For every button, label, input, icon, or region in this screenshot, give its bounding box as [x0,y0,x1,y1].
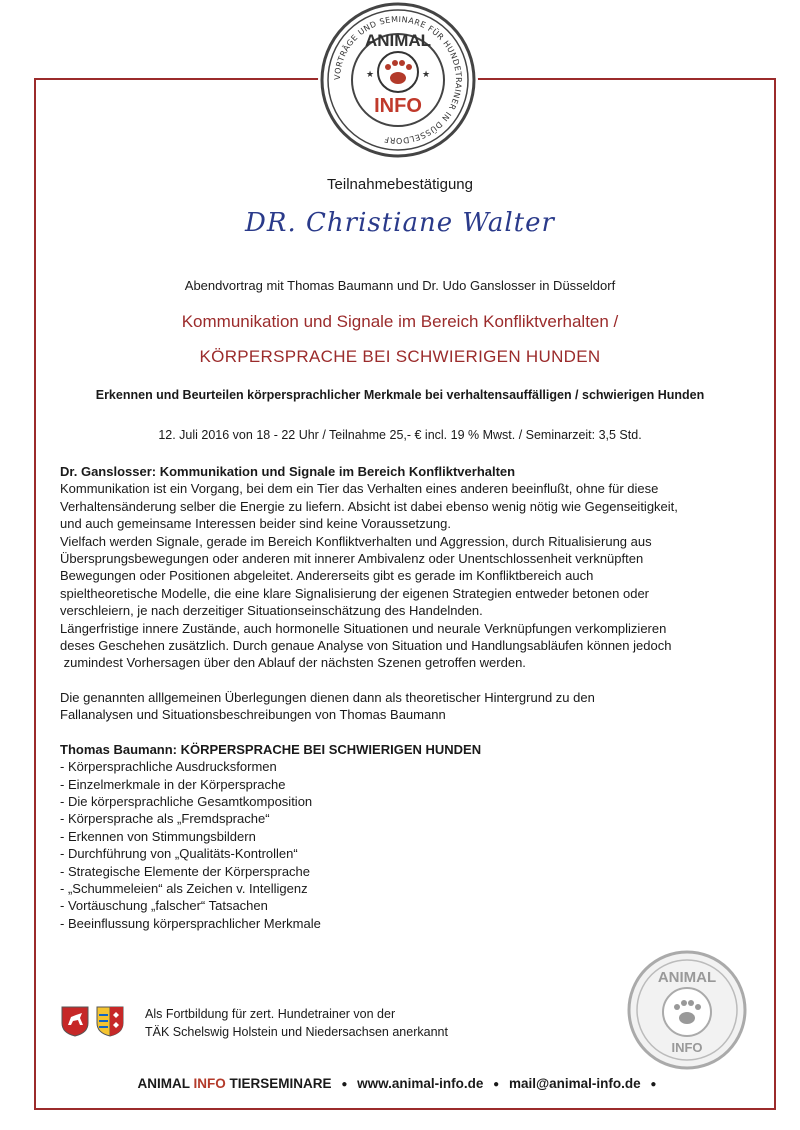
section1-line: und auch gemeinsame Interessen beider sind keine Voraussetzung. [60,516,451,532]
list-item: - Körpersprache als „Fremdsprache“ [60,811,270,827]
participant-signature: DR. Christiane Walter [245,208,555,238]
list-item: - Einzelmerkmale in der Körpersprache [60,776,286,792]
list-item: - Durchführung von „Qualitäts-Kontrollen“ [60,846,298,862]
animal-info-seal-top [318,0,478,160]
section1-line: deses Geschehen zusätzlich. Durch genaue Analyse von Situation und Handlungsabläufen können jedoch [60,638,672,654]
accreditation-line: Als Fortbildung für zert. Hundetrainer von der [145,1007,396,1021]
footer-website-link[interactable]: www.animal-info.de [357,1076,484,1091]
list-item: - Die körpersprachliche Gesamtkomposition [60,793,313,809]
svg-text:ANIMAL: ANIMAL [364,31,432,50]
list-item: - Körpersprachliche Ausdrucksformen [60,759,277,775]
event-heading-2: KÖRPERSPRACHE BEI SCHWIERIGEN HUNDEN [199,347,601,366]
svg-text:★: ★ [366,69,375,79]
footer-email-link[interactable]: mail@animal-info.de [508,1076,641,1091]
list-item: - Erkennen von Stimmungsbildern [60,828,256,844]
section1-line: Längerfristige innere Zustände, auch hormonelle Situationen und neurale Verknüpfungen verkomplizieren [60,620,667,636]
event-heading-1: Kommunikation und Signale im Bereich Konfliktverhalten / [181,312,619,331]
list-item: - Strategische Elemente der Körpersprache [60,863,311,879]
section1-line: Kommunikation ist ein Vorgang, bei dem ein Tier das Verhalten eines anderen beeinflußt, ohne für diese [60,481,659,497]
footer-brand-2: TIERSEMINARE [225,1076,332,1091]
certificate-title: Teilnahmebestätigung [327,176,473,193]
section1-closing: Fallanalysen und Situationsbeschreibungen von Thomas Baumann [60,707,446,723]
svg-text:VORTRÄGE UND SEMINARE FÜR HUND: VORTRÄGE UND SEMINARE FÜR HUNDETRAINER IN DÜSSELDORF [332,14,464,146]
bullet-icon: ● [650,1078,657,1090]
footer [0,1076,800,1091]
animal-info-seal-bottom [625,948,749,1072]
footer-brand-1: ANIMAL [137,1076,194,1091]
footer-brand-accent: INFO [193,1076,226,1091]
svg-text:★: ★ [422,69,431,79]
section2-title: Thomas Baumann: KÖRPERSPRACHE BEI SCHWIERIGEN HUNDEN [60,741,482,757]
list-item: - Beeinflussung körpersprachlicher Merkmale [60,915,321,931]
section1-line: spieltheoretische Modelle, die eine klare Signalisierung der eigenen Strategien entweder betonen oder [60,585,649,601]
list-item: - Vortäuschung „falscher“ Tatsachen [60,898,268,914]
section1-line: Vielfach werden Signale, gerade im Bereich Konfliktverhalten und Aggression, durch Ritualisierung aus [60,533,652,549]
section1-line: Übersprungsbewegungen oder anderen mit innerer Ambivalenz oder Unentschlossenheit verknüpften [60,551,644,567]
event-dates: 12. Juli 2016 von 18 - 22 Uhr / Teilnahme 25,- € incl. 19 % Mwst. / Seminarzeit: 3,5 Std. [158,428,642,442]
accreditation-note [145,1005,448,1041]
section1-line: Verhaltensänderung selber die Energie zu liefern. Absicht ist dabei ebenso wenig nötig wie Gegenseitigkeit, [60,498,678,514]
section1-line: verschleiern, je nach derzeitiger Situationseinschätzung des Handelnden. [60,603,483,619]
section1-closing: Die genannten alllgemeinen Überlegungen dienen dann als theoretischer Hintergrund zu den [60,689,595,705]
svg-text:INFO: INFO [671,1040,703,1055]
event-subheading: Erkennen und Beurteilen körpersprachlicher Merkmale bei verhaltensauffälligen / schwierigen Hunden [95,388,705,402]
event-intro: Abendvortrag mit Thomas Baumann und Dr. Udo Ganslosser in Düsseldorf [184,278,616,293]
bullet-icon: ● [493,1078,500,1090]
certificate-body [60,463,760,932]
section1-line: zumindest Vorhersagen über den Ablauf der nächsten Szenen getroffen werden. [60,655,526,671]
section1-title: Dr. Ganslosser: Kommunikation und Signale im Bereich Konfliktverhalten [60,464,516,479]
topic-list [60,758,760,932]
schleswig-holstein-coat-of-arms-icon [95,1005,125,1037]
svg-text:ANIMAL: ANIMAL [657,969,717,986]
svg-text:INFO: INFO [374,95,422,117]
bullet-icon: ● [341,1078,348,1090]
list-item: - „Schummeleien“ als Zeichen v. Intelligenz [60,880,308,896]
niedersachsen-coat-of-arms-icon [60,1005,90,1037]
accreditation-line: TÄK Schelswig Holstein und Niedersachsen anerkannt [145,1025,448,1039]
section1-line: Bewegungen oder Positionen abgeleitet. Andererseits gibt es gerade im Konfliktbereich auch [60,568,594,584]
